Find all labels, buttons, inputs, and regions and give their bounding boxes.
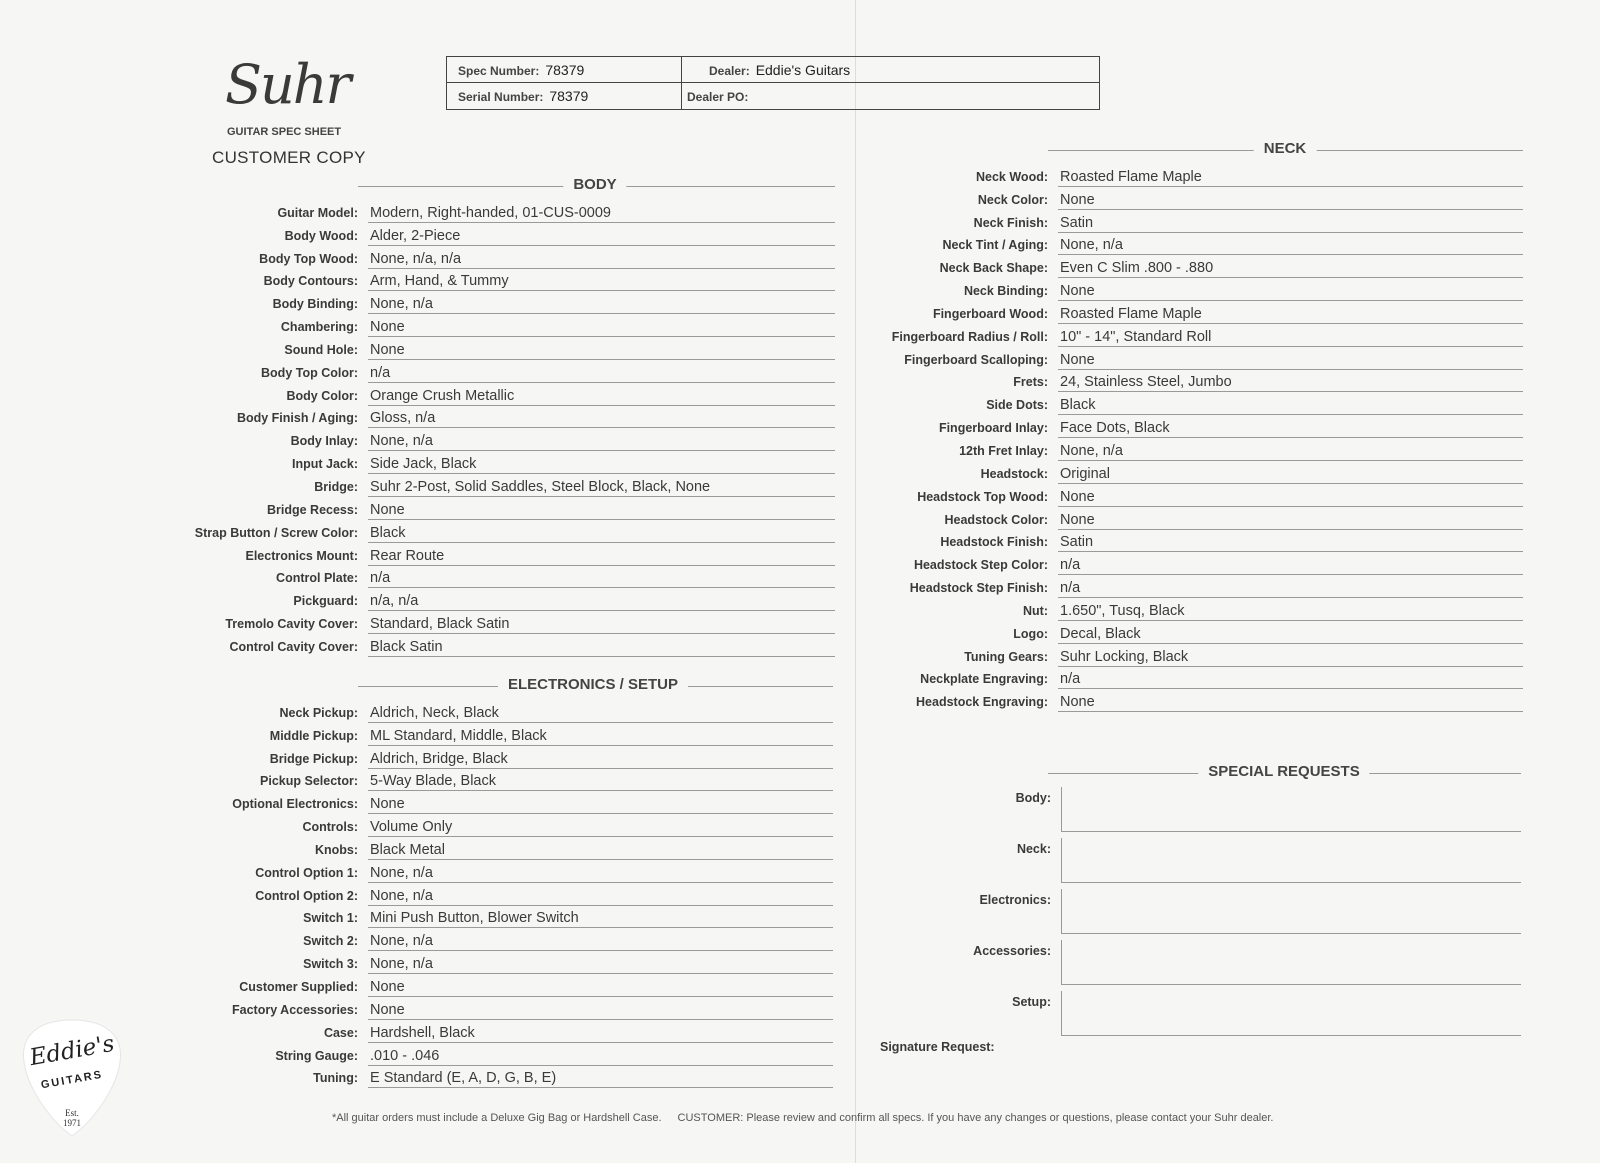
footer-notes	[332, 1112, 1273, 1124]
spec-value: None, n/a	[368, 888, 833, 906]
spec-row-fingerboard-radius-roll	[858, 324, 1523, 347]
spec-value: Satin	[1058, 215, 1523, 233]
spec-label: Sound Hole:	[284, 342, 358, 357]
spec-row-body-finish-aging	[160, 406, 835, 429]
spec-row-tremolo-cavity-cover	[160, 611, 835, 634]
spec-label: Fingerboard Wood:	[932, 306, 1048, 321]
spec-label: Logo:	[1013, 626, 1048, 641]
spec-number-value: 78379	[545, 62, 585, 78]
special-request-label: Neck:	[1016, 842, 1051, 856]
spec-row-headstock-engraving	[858, 689, 1523, 712]
spec-value: Gloss, n/a	[368, 410, 835, 428]
spec-value: None	[1058, 512, 1523, 530]
spec-label: Body Top Wood:	[259, 251, 358, 266]
spec-value: None	[1058, 694, 1523, 712]
spec-value: Volume Only	[368, 819, 833, 837]
logo-subtitle: GUITAR SPEC SHEET	[227, 126, 342, 138]
spec-label: Fingerboard Radius / Roll:	[891, 329, 1048, 344]
spec-label: Neck Wood:	[976, 169, 1048, 184]
spec-row-tuning-gears	[858, 644, 1523, 667]
body-section-title: BODY	[563, 176, 626, 193]
spec-label: Body Top Color:	[261, 365, 358, 380]
spec-value: 10" - 14", Standard Roll	[1058, 329, 1523, 347]
spec-value: Black Metal	[368, 842, 833, 860]
spec-label: Headstock Step Color:	[913, 558, 1048, 573]
spec-row-neck-back-shape	[858, 255, 1523, 278]
spec-label: Knobs:	[314, 842, 358, 857]
spec-label: Neck Finish:	[973, 215, 1048, 230]
spec-label: Tuning Gears:	[964, 649, 1048, 664]
dealer-label: Dealer:	[709, 64, 750, 78]
spec-row-12th-fret-inlay	[858, 438, 1523, 461]
stamp-brand: GUITARS	[40, 1068, 104, 1092]
spec-label: Nut:	[1023, 603, 1048, 618]
spec-value: n/a	[1058, 671, 1523, 689]
spec-row-switch-2	[160, 928, 833, 951]
spec-label: Optional Electronics:	[232, 797, 358, 812]
spec-row-fingerboard-scalloping	[858, 347, 1523, 370]
spec-row-control-option-1	[160, 860, 833, 883]
serial-number-label: Serial Number:	[458, 90, 544, 104]
spec-value: None	[368, 319, 835, 337]
spec-row-switch-3	[160, 951, 833, 974]
spec-label: Pickguard:	[293, 594, 358, 609]
spec-value: None, n/a	[368, 865, 833, 883]
spec-label: Control Plate:	[276, 571, 358, 586]
spec-label: Body Inlay:	[290, 434, 358, 449]
special-request-label: Body:	[1015, 791, 1051, 805]
spec-value: Hardshell, Black	[368, 1025, 833, 1043]
spec-value: Decal, Black	[1058, 626, 1523, 644]
spec-row-optional-electronics	[160, 791, 833, 814]
spec-row-strap-button-screw-color	[160, 520, 835, 543]
spec-value: 24, Stainless Steel, Jumbo	[1058, 374, 1523, 392]
special-request-box	[1061, 889, 1521, 934]
dealer-po-label: Dealer PO:	[687, 90, 749, 104]
spec-label: Headstock Finish:	[940, 535, 1048, 550]
spec-label: Neck Back Shape:	[939, 261, 1048, 276]
spec-label: Bridge Pickup:	[269, 751, 358, 766]
spec-value: None	[1058, 489, 1523, 507]
spec-row-string-gauge	[160, 1043, 833, 1066]
spec-label: Bridge:	[314, 479, 358, 494]
spec-row-logo	[858, 621, 1523, 644]
footer-case-note: *All guitar orders must include a Deluxe Gig Bag or Hardshell Case.	[332, 1112, 662, 1124]
spec-row-chambering	[160, 314, 835, 337]
spec-label: Headstock Color:	[944, 512, 1048, 527]
spec-value: n/a	[1058, 557, 1523, 575]
special-request-box	[1061, 787, 1521, 832]
body-section	[160, 176, 835, 657]
spec-label: Body Wood:	[284, 228, 358, 243]
spec-row-case	[160, 1020, 833, 1043]
suhr-logo	[205, 50, 375, 138]
spec-value: None	[1058, 283, 1523, 301]
spec-value: n/a, n/a	[368, 593, 835, 611]
spec-row-side-dots	[858, 392, 1523, 415]
spec-value: 1.650", Tusq, Black	[1058, 603, 1523, 621]
spec-row-headstock-color	[858, 507, 1523, 530]
spec-row-neck-color	[858, 187, 1523, 210]
spec-row-sound-hole	[160, 337, 835, 360]
spec-label: Tremolo Cavity Cover:	[225, 617, 358, 632]
spec-label: Control Option 1:	[255, 865, 358, 880]
spec-value: None, n/a	[1058, 237, 1523, 255]
electronics-section	[160, 676, 833, 1088]
stamp-established	[20, 1108, 124, 1128]
spec-value: .010 - .046	[368, 1048, 833, 1066]
spec-label: Fingerboard Inlay:	[938, 421, 1048, 436]
spec-label: Tuning:	[313, 1071, 358, 1086]
spec-row-body-wood	[160, 223, 835, 246]
spec-value: n/a	[1058, 580, 1523, 598]
dealer-field	[709, 62, 850, 78]
spec-value: None	[368, 979, 833, 997]
spec-value: Even C Slim .800 - .880	[1058, 260, 1523, 278]
special-request-box	[1061, 940, 1521, 985]
spec-row-factory-accessories	[160, 997, 833, 1020]
spec-label: Guitar Model:	[277, 205, 358, 220]
spec-value: Black	[1058, 397, 1523, 415]
footer-customer-note: CUSTOMER: Please review and confirm all specs. If you have any changes or questions, please contact your Suhr dealer.	[677, 1112, 1274, 1124]
spec-row-control-plate	[160, 566, 835, 589]
spec-row-neck-wood	[858, 164, 1523, 187]
spec-row-control-cavity-cover	[160, 634, 835, 657]
spec-value: None	[368, 342, 835, 360]
spec-value: Orange Crush Metallic	[368, 388, 835, 406]
spec-label: Switch 2:	[303, 934, 358, 949]
spec-label: Neck Color:	[977, 192, 1048, 207]
spec-row-pickguard	[160, 588, 835, 611]
spec-label: Body Contours:	[263, 274, 358, 289]
spec-label: Neckplate Engraving:	[920, 672, 1048, 687]
spec-value: 5-Way Blade, Black	[368, 773, 833, 791]
spec-label: Input Jack:	[292, 457, 358, 472]
spec-row-body-inlay	[160, 428, 835, 451]
spec-row-pickup-selector	[160, 769, 833, 792]
spec-value: Aldrich, Neck, Black	[368, 705, 833, 723]
spec-value: E Standard (E, A, D, G, B, E)	[368, 1070, 833, 1088]
spec-label: Headstock Step Finish:	[909, 581, 1048, 596]
spec-value: None, n/a	[368, 956, 833, 974]
spec-row-customer-supplied	[160, 974, 833, 997]
spec-value: None, n/a	[368, 933, 833, 951]
spec-row-switch-1	[160, 906, 833, 929]
spec-value: Roasted Flame Maple	[1058, 306, 1523, 324]
spec-row-neckplate-engraving	[858, 667, 1523, 690]
spec-row-fingerboard-inlay	[858, 415, 1523, 438]
special-request-label: Electronics:	[979, 893, 1051, 907]
electronics-section-title: ELECTRONICS / SETUP	[498, 676, 688, 693]
spec-row-neck-binding	[858, 278, 1523, 301]
spec-row-fingerboard-wood	[858, 301, 1523, 324]
dealer-value: Eddie's Guitars	[755, 62, 851, 78]
spec-value: Arm, Hand, & Tummy	[368, 273, 835, 291]
special-request-label: Accessories:	[973, 944, 1051, 958]
spec-label: Headstock:	[980, 466, 1048, 481]
spec-value: Suhr 2-Post, Solid Saddles, Steel Block, Black, None	[368, 479, 835, 497]
spec-row-electronics-mount	[160, 543, 835, 566]
spec-row-input-jack	[160, 451, 835, 474]
spec-label: Fingerboard Scalloping:	[904, 352, 1048, 367]
spec-value: None, n/a	[368, 296, 835, 314]
spec-label: Side Dots:	[986, 398, 1048, 413]
copy-label: CUSTOMER COPY	[212, 148, 366, 167]
spec-row-body-top-color	[160, 360, 835, 383]
spec-value: None	[1058, 192, 1523, 210]
spec-row-controls	[160, 814, 833, 837]
spec-label: Control Option 2:	[255, 888, 358, 903]
spec-label: Middle Pickup:	[269, 728, 358, 743]
spec-value: Mini Push Button, Blower Switch	[368, 910, 833, 928]
spec-label: Body Finish / Aging:	[236, 411, 358, 426]
spec-value: None	[368, 502, 835, 520]
spec-label: Pickup Selector:	[260, 774, 358, 789]
spec-label: Factory Accessories:	[232, 1002, 358, 1017]
spec-row-headstock-finish	[858, 530, 1523, 553]
special-request-setup	[858, 987, 1521, 1038]
spec-value: n/a	[368, 365, 835, 383]
signature-request-label: Signature Request:	[880, 1040, 995, 1054]
spec-row-control-option-2	[160, 883, 833, 906]
spec-label: 12th Fret Inlay:	[959, 443, 1048, 458]
spec-row-neck-finish	[858, 210, 1523, 233]
special-requests-title: SPECIAL REQUESTS	[1198, 763, 1369, 780]
special-request-label: Setup:	[1012, 995, 1051, 1009]
special-request-neck	[858, 834, 1521, 885]
spec-label: Switch 1:	[303, 911, 358, 926]
spec-row-body-color	[160, 383, 835, 406]
spec-row-nut	[858, 598, 1523, 621]
spec-label: Neck Binding:	[963, 284, 1048, 299]
spec-value: Alder, 2-Piece	[368, 228, 835, 246]
spec-value: Roasted Flame Maple	[1058, 169, 1523, 187]
spec-value: None	[368, 1002, 833, 1020]
spec-row-guitar-model	[160, 200, 835, 223]
serial-number-value: 78379	[549, 88, 589, 104]
spec-number-label: Spec Number:	[458, 64, 540, 78]
spec-label: Switch 3:	[303, 957, 358, 972]
spec-value: Black	[368, 525, 835, 543]
special-request-box	[1061, 991, 1521, 1036]
spec-row-headstock	[858, 461, 1523, 484]
spec-row-body-top-wood	[160, 246, 835, 269]
spec-value: ML Standard, Middle, Black	[368, 728, 833, 746]
spec-row-neck-pickup	[160, 700, 833, 723]
spec-row-bridge-pickup	[160, 746, 833, 769]
spec-label: Headstock Top Wood:	[917, 489, 1048, 504]
neck-section	[858, 140, 1523, 712]
spec-value: Satin	[1058, 534, 1523, 552]
spec-row-body-contours	[160, 269, 835, 292]
spec-value: Suhr Locking, Black	[1058, 649, 1523, 667]
spec-label: Controls:	[302, 820, 358, 835]
dealer-po-field	[687, 88, 754, 104]
special-request-accessories	[858, 936, 1521, 987]
spec-value: Side Jack, Black	[368, 456, 835, 474]
spec-label: Chambering:	[280, 320, 358, 335]
spec-label: Bridge Recess:	[266, 502, 358, 517]
spec-value: None	[1058, 352, 1523, 370]
spec-number-field	[458, 62, 584, 78]
spec-row-headstock-top-wood	[858, 484, 1523, 507]
special-request-box	[1061, 838, 1521, 883]
spec-row-bridge	[160, 474, 835, 497]
spec-value: None, n/a	[1058, 443, 1523, 461]
spec-row-middle-pickup	[160, 723, 833, 746]
spec-value: Rear Route	[368, 548, 835, 566]
spec-row-knobs	[160, 837, 833, 860]
spec-row-frets	[858, 370, 1523, 393]
spec-value: None	[368, 796, 833, 814]
spec-value: Aldrich, Bridge, Black	[368, 751, 833, 769]
stamp-name: Eddie's	[27, 1030, 117, 1072]
special-requests-section	[858, 763, 1521, 1038]
spec-row-headstock-step-color	[858, 552, 1523, 575]
logo-wordmark: Suhr	[225, 53, 350, 116]
spec-value: Black Satin	[368, 639, 835, 657]
spec-label: Customer Supplied:	[239, 979, 358, 994]
spec-label: Case:	[323, 1025, 358, 1040]
spec-label: Frets:	[1013, 375, 1048, 390]
spec-row-body-binding	[160, 291, 835, 314]
spec-value: None, n/a	[368, 433, 835, 451]
spec-label: Body Color:	[286, 388, 358, 403]
special-request-electronics	[858, 885, 1521, 936]
spec-row-tuning	[160, 1066, 833, 1089]
spec-value: Standard, Black Satin	[368, 616, 835, 634]
page-fold	[855, 0, 856, 1163]
spec-label: Headstock Engraving:	[916, 695, 1048, 710]
spec-value: n/a	[368, 570, 835, 588]
serial-number-field	[458, 88, 588, 104]
spec-label: Electronics Mount:	[245, 548, 358, 563]
stamp-est-label: Est.	[65, 1108, 79, 1118]
spec-label: Neck Tint / Aging:	[942, 238, 1048, 253]
spec-header-box	[446, 56, 1100, 110]
spec-value: Original	[1058, 466, 1523, 484]
spec-row-headstock-step-finish	[858, 575, 1523, 598]
spec-row-neck-tint-aging	[858, 233, 1523, 256]
spec-value: None, n/a, n/a	[368, 251, 835, 269]
spec-label: Control Cavity Cover:	[229, 639, 358, 654]
special-request-body	[858, 783, 1521, 834]
eddies-guitars-logo	[20, 1018, 124, 1138]
spec-value: Face Dots, Black	[1058, 420, 1523, 438]
spec-label: String Gauge:	[275, 1048, 358, 1063]
spec-label: Neck Pickup:	[279, 705, 358, 720]
stamp-year: 1971	[63, 1118, 81, 1128]
spec-label: Strap Button / Screw Color:	[194, 525, 358, 540]
spec-value: Modern, Right-handed, 01-CUS-0009	[368, 205, 835, 223]
spec-label: Body Binding:	[272, 297, 358, 312]
neck-section-title: NECK	[1254, 140, 1317, 157]
spec-row-bridge-recess	[160, 497, 835, 520]
